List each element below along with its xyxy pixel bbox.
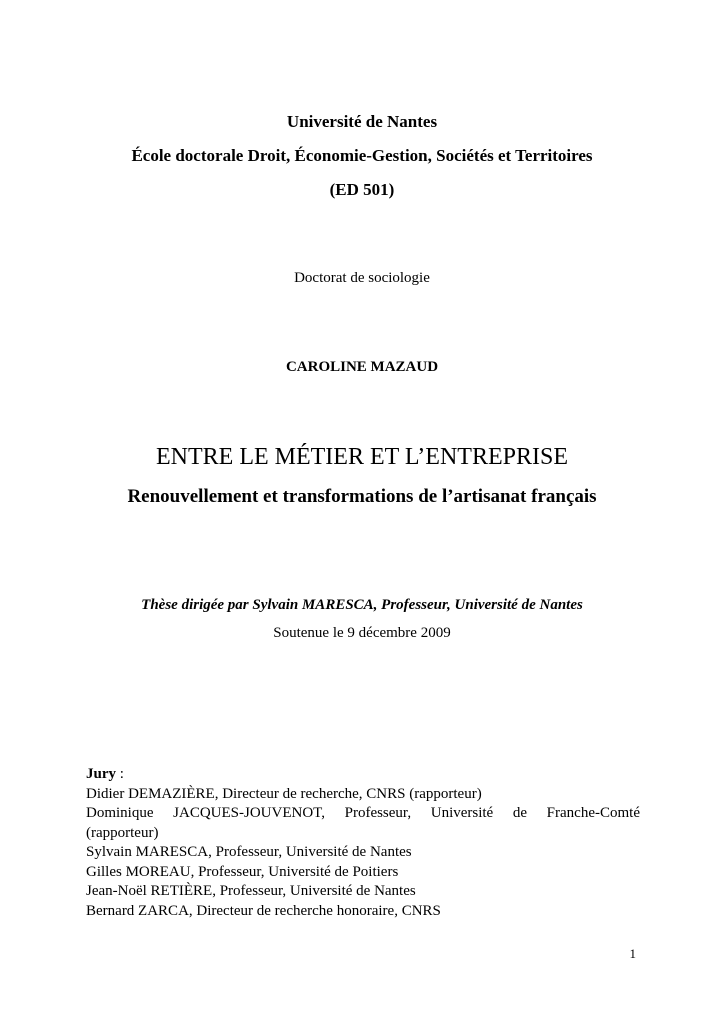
jury-member-role: (rapporteur) xyxy=(86,824,159,841)
university-name: Université de Nantes xyxy=(286,112,438,131)
jury-section xyxy=(86,765,640,921)
jury-member: Gilles MOREAU, Professeur, Université de Poitiers xyxy=(86,863,399,880)
jury-label: Jury xyxy=(86,766,116,782)
jury-member: Bernard ZARCA, Directeur de recherche honoraire, CNRS xyxy=(86,902,441,919)
page-number: 1 xyxy=(629,946,636,961)
thesis-subtitle: Renouvellement et transformations de l’artisanat français xyxy=(127,486,597,507)
thesis-director: Thèse dirigée par Sylvain MARESCA, Professeur, Université de Nantes xyxy=(141,597,583,613)
jury-member: Sylvain MARESCA, Professeur, Université de Nantes xyxy=(86,844,412,860)
jury-member: Dominique JACQUES-JOUVENOT, Professeur, Université de Franche-Comté xyxy=(86,805,640,821)
defense-date: Soutenue le 9 décembre 2009 xyxy=(273,625,451,641)
jury-member: Didier DEMAZIÈRE, Directeur de recherche, CNRS (rapporteur) xyxy=(86,785,482,802)
thesis-title: ENTRE LE MÉTIER ET L’ENTREPRISE xyxy=(156,444,568,470)
jury-member: Jean-Noël RETIÈRE, Professeur, Université de Nantes xyxy=(86,883,416,899)
degree: Doctorat de sociologie xyxy=(294,270,430,286)
author-name: CAROLINE MAZAUD xyxy=(285,359,439,375)
doctoral-school-code: (ED 501) xyxy=(329,180,395,199)
doctoral-school: École doctorale Droit, Économie-Gestion, Sociétés et Territoires xyxy=(131,146,593,165)
jury-colon: : xyxy=(116,766,124,782)
jury-heading xyxy=(86,765,640,785)
